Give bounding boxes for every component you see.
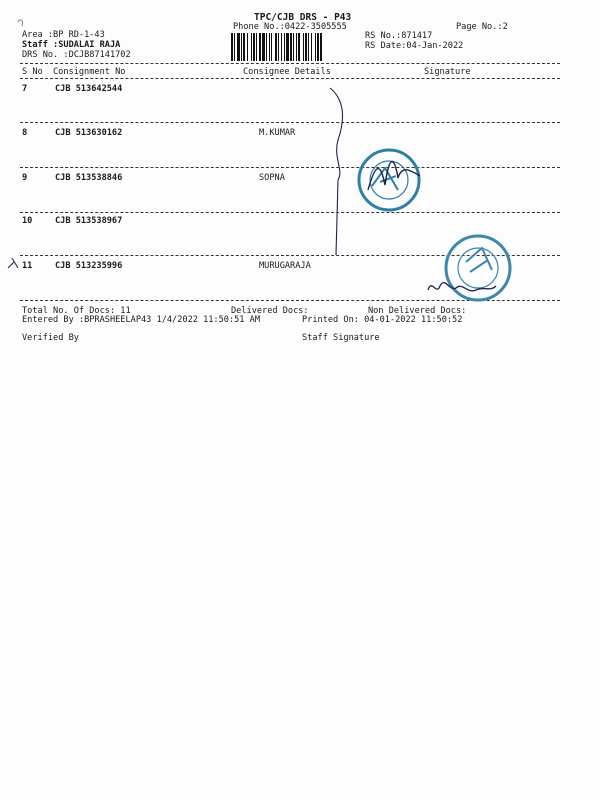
row-sno: 9 — [22, 173, 28, 183]
entered-by: Entered By :BPRASHEELAP43 1/4/2022 11:50:51 AM — [22, 315, 260, 325]
handwritten-tick — [8, 258, 18, 268]
bank-stamp — [359, 150, 419, 210]
col-consignee: Consignee Details — [243, 67, 331, 77]
bank-stamp — [446, 236, 510, 300]
row-consignee: MURUGARAJA — [259, 261, 311, 271]
rs-number: RS No.:871417 — [365, 31, 433, 41]
delivered-docs: Delivered Docs: — [231, 306, 309, 316]
col-signature: Signature — [424, 67, 471, 77]
staff-signature-label: Staff Signature — [302, 333, 380, 343]
staff-name: Staff :SUDALAI RAJA — [22, 40, 121, 50]
corner-mark — [18, 20, 23, 26]
row-sno: 7 — [22, 84, 28, 94]
area-code: Area :BP RD-1-43 — [22, 30, 105, 40]
rs-date: RS Date:04-Jan-2022 — [365, 41, 464, 51]
row-consignee: M.KUMAR — [259, 128, 296, 138]
row-consignment: CJB 513642544 — [55, 84, 123, 94]
row-sno: 8 — [22, 128, 28, 138]
row-consignment: CJB 513538967 — [55, 216, 123, 226]
row-consignment: CJB 513630162 — [55, 128, 123, 138]
drs-number: DRS No. :DCJB87141702 — [22, 50, 131, 60]
col-sno: S No — [22, 67, 43, 77]
non-delivered-docs: Non Delivered Docs: — [368, 306, 467, 316]
printed-on: Printed On: 04-01-2022 11:50:52 — [302, 315, 463, 325]
row-sno: 10 — [22, 216, 33, 226]
row-consignment: CJB 513538846 — [55, 173, 123, 183]
phone-number: Phone No.:0422-3505555 — [233, 22, 347, 32]
total-docs: Total No. Of Docs: 11 — [22, 306, 131, 316]
row-sno: 11 — [22, 261, 33, 271]
verified-by: Verified By — [22, 333, 79, 343]
col-consignment: Consignment No — [53, 67, 126, 77]
document-title: TPC/CJB DRS - P43 — [254, 12, 352, 23]
page-number: Page No.:2 — [456, 22, 508, 32]
row-consignment: CJB 513235996 — [55, 261, 123, 271]
row-consignee: SOPNA — [259, 173, 285, 183]
handwritten-bracket — [330, 88, 343, 255]
